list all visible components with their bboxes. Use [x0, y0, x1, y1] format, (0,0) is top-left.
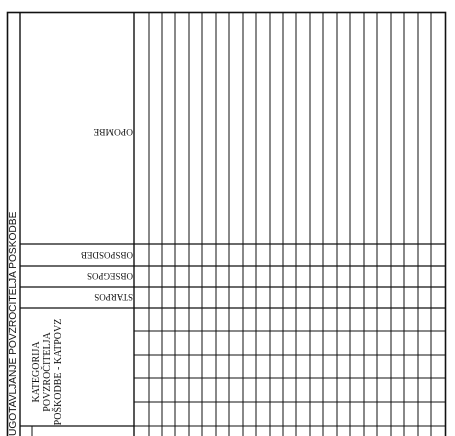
grid-columns	[149, 12, 431, 436]
category-header-line2: POVZROČITELJA	[42, 332, 53, 412]
category-header-line3: POŠKODBE - KATPOVZ	[53, 318, 64, 426]
field-label-obsegpos: OBSEGPOS	[86, 271, 133, 281]
field-label-opombe: OPOMBE	[93, 126, 133, 136]
field-label-obsposdeb: OBSPOSDEB	[80, 250, 133, 260]
category-header-line1: KATEGORIJA	[31, 341, 42, 403]
field-label-starpos: STARPOS	[94, 292, 133, 302]
outer-frame	[8, 13, 446, 436]
category-subrows	[134, 331, 445, 426]
section-title: UGOTAVLJANJE POVZROČITELJA POŠKODBE	[8, 211, 19, 436]
